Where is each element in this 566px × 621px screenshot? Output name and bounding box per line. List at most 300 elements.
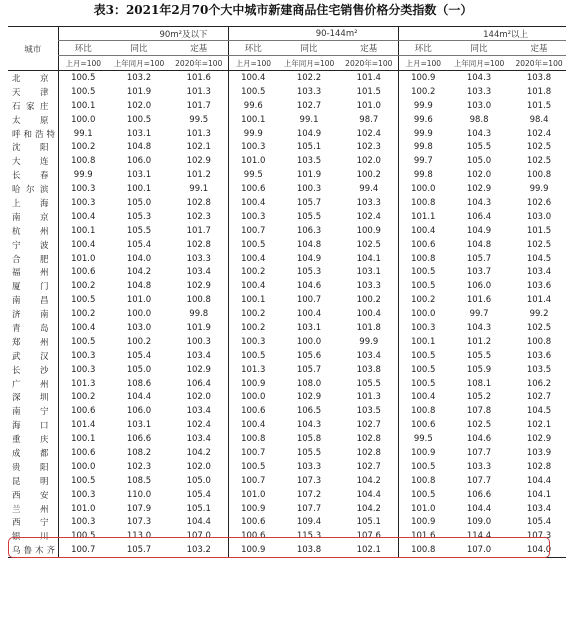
value-cell: 101.7 bbox=[186, 100, 211, 111]
city-cell: 郑州 bbox=[12, 337, 52, 348]
value-cell: 101.0 bbox=[58, 502, 108, 516]
value-cell: 103.8 bbox=[278, 543, 340, 557]
table-row bbox=[8, 293, 566, 307]
value-cell: 101.5 bbox=[526, 100, 552, 111]
value-cell: 114.4 bbox=[466, 531, 492, 542]
value-cell: 100.3 bbox=[58, 196, 108, 210]
value-cell: 107.3 bbox=[296, 475, 322, 486]
value-cell: 100.5 bbox=[398, 279, 448, 293]
table-body bbox=[8, 71, 566, 558]
value-cell: 100.2 bbox=[356, 170, 381, 181]
table-row bbox=[8, 418, 566, 432]
value-cell: 100.6 bbox=[398, 238, 448, 252]
value-cell: 105.1 bbox=[186, 503, 211, 514]
value-cell: 100.2 bbox=[398, 293, 448, 307]
city-cell: 银川 bbox=[12, 532, 52, 543]
base-cell: 上年同月=100 bbox=[108, 56, 170, 71]
value-cell: 100.1 bbox=[58, 432, 108, 446]
value-cell: 104.0 bbox=[510, 543, 566, 557]
value-cell: 100.8 bbox=[398, 404, 448, 418]
table-row bbox=[8, 335, 566, 349]
value-cell: 107.3 bbox=[126, 517, 152, 528]
value-cell: 103.8 bbox=[526, 72, 552, 83]
base-cell: 2020年=100 bbox=[510, 56, 566, 71]
value-cell: 103.0 bbox=[126, 322, 152, 333]
value-cell: 100.6 bbox=[228, 529, 278, 543]
table-title: 表3：2021年2月70个大中城市新建商品住宅销售价格分类指数（一） bbox=[93, 3, 473, 17]
city-cell: 南宁 bbox=[12, 407, 52, 418]
value-cell: 102.8 bbox=[526, 461, 552, 472]
value-cell: 103.0 bbox=[526, 211, 552, 222]
value-cell: 101.6 bbox=[398, 529, 448, 543]
value-cell: 103.1 bbox=[296, 322, 322, 333]
value-cell: 100.0 bbox=[296, 336, 322, 347]
base-cell: 上月=100 bbox=[228, 56, 278, 71]
value-cell: 105.5 bbox=[126, 225, 152, 236]
value-cell: 100.4 bbox=[228, 71, 278, 85]
city-cell: 福州 bbox=[12, 268, 52, 279]
value-cell: 100.8 bbox=[526, 170, 552, 181]
value-cell: 102.5 bbox=[526, 239, 552, 250]
table-row bbox=[8, 113, 566, 127]
value-cell: 100.1 bbox=[58, 99, 108, 113]
value-cell: 101.0 bbox=[228, 488, 278, 502]
value-cell: 104.3 bbox=[466, 128, 492, 139]
value-cell: 102.7 bbox=[296, 100, 322, 111]
value-cell: 102.5 bbox=[466, 420, 492, 431]
value-cell: 100.5 bbox=[58, 85, 108, 99]
value-cell: 100.4 bbox=[228, 196, 278, 210]
value-cell: 107.8 bbox=[466, 406, 492, 417]
value-cell: 102.9 bbox=[186, 156, 211, 167]
table-row bbox=[8, 474, 566, 488]
value-cell: 106.0 bbox=[126, 156, 152, 167]
value-cell: 101.3 bbox=[186, 128, 211, 139]
value-cell: 105.4 bbox=[126, 350, 152, 361]
value-cell: 107.2 bbox=[296, 489, 322, 500]
value-cell: 102.8 bbox=[356, 434, 381, 445]
value-cell: 106.4 bbox=[186, 378, 211, 389]
value-cell: 105.3 bbox=[296, 267, 322, 278]
value-cell: 104.4 bbox=[356, 489, 381, 500]
value-cell: 103.1 bbox=[126, 170, 152, 181]
table-header bbox=[8, 27, 566, 71]
value-cell: 103.8 bbox=[356, 364, 381, 375]
value-cell: 99.7 bbox=[398, 154, 448, 168]
table-row bbox=[8, 85, 566, 99]
value-cell: 102.9 bbox=[186, 364, 211, 375]
value-cell: 100.2 bbox=[58, 140, 108, 154]
value-cell: 104.9 bbox=[296, 128, 322, 139]
value-cell: 100.3 bbox=[58, 182, 108, 196]
value-cell: 104.3 bbox=[466, 197, 492, 208]
table-row bbox=[8, 196, 566, 210]
value-cell: 100.4 bbox=[58, 321, 108, 335]
value-cell: 100.7 bbox=[228, 446, 278, 460]
value-cell: 104.1 bbox=[356, 253, 381, 264]
value-cell: 102.2 bbox=[296, 72, 322, 83]
value-cell: 100.7 bbox=[58, 543, 108, 557]
value-cell: 100.4 bbox=[58, 210, 108, 224]
value-cell: 99.6 bbox=[228, 99, 278, 113]
table-row bbox=[8, 307, 566, 321]
value-cell: 100.2 bbox=[356, 295, 381, 306]
value-cell: 104.2 bbox=[126, 267, 152, 278]
value-cell: 103.5 bbox=[356, 406, 381, 417]
value-cell: 100.2 bbox=[126, 336, 152, 347]
value-cell: 102.9 bbox=[466, 184, 492, 195]
value-cell: 105.0 bbox=[186, 475, 211, 486]
value-cell: 100.6 bbox=[58, 265, 108, 279]
value-cell: 102.4 bbox=[356, 128, 381, 139]
value-cell: 102.7 bbox=[356, 420, 381, 431]
value-cell: 101.6 bbox=[466, 295, 492, 306]
value-cell: 100.5 bbox=[58, 71, 108, 85]
value-cell: 100.2 bbox=[228, 307, 278, 321]
city-cell: 深圳 bbox=[12, 393, 52, 404]
value-cell: 100.8 bbox=[526, 336, 552, 347]
table-row bbox=[8, 265, 566, 279]
value-cell: 100.8 bbox=[228, 432, 278, 446]
value-cell: 100.2 bbox=[228, 321, 278, 335]
value-cell: 106.2 bbox=[526, 378, 552, 389]
value-cell: 99.7 bbox=[469, 309, 489, 320]
value-cell: 101.4 bbox=[526, 295, 552, 306]
value-cell: 100.8 bbox=[398, 252, 448, 266]
value-cell: 99.1 bbox=[189, 184, 209, 195]
value-cell: 100.6 bbox=[398, 418, 448, 432]
value-cell: 99.9 bbox=[359, 336, 379, 347]
value-cell: 99.1 bbox=[58, 127, 108, 141]
value-cell: 101.3 bbox=[58, 377, 108, 391]
value-cell: 100.5 bbox=[398, 349, 448, 363]
value-cell: 105.5 bbox=[466, 350, 492, 361]
value-cell: 100.1 bbox=[228, 113, 278, 127]
value-cell: 101.7 bbox=[186, 225, 211, 236]
value-cell: 100.5 bbox=[228, 238, 278, 252]
value-cell: 100.8 bbox=[398, 196, 448, 210]
value-cell: 106.6 bbox=[466, 489, 492, 500]
table-row bbox=[8, 404, 566, 418]
value-cell: 106.5 bbox=[296, 406, 322, 417]
value-cell: 100.9 bbox=[228, 377, 278, 391]
city-cell: 济南 bbox=[12, 310, 52, 321]
value-cell: 100.7 bbox=[296, 295, 322, 306]
value-cell: 103.3 bbox=[296, 86, 322, 97]
base-cell: 2020年=100 bbox=[170, 56, 228, 71]
value-cell: 100.5 bbox=[228, 349, 278, 363]
table-row bbox=[8, 224, 566, 238]
value-cell: 100.3 bbox=[398, 321, 448, 335]
city-cell: 宁波 bbox=[12, 240, 52, 251]
value-cell: 105.4 bbox=[526, 517, 552, 528]
value-cell: 102.4 bbox=[526, 128, 552, 139]
table-row bbox=[8, 71, 566, 85]
value-cell: 101.0 bbox=[398, 502, 448, 516]
value-cell: 102.0 bbox=[126, 100, 152, 111]
table-row bbox=[8, 543, 566, 557]
value-cell: 102.8 bbox=[186, 197, 211, 208]
value-cell: 104.3 bbox=[296, 420, 322, 431]
value-cell: 105.3 bbox=[126, 211, 152, 222]
value-cell: 104.8 bbox=[126, 142, 152, 153]
city-cell: 西宁 bbox=[12, 518, 52, 529]
value-cell: 99.1 bbox=[299, 114, 319, 125]
value-cell: 101.1 bbox=[398, 210, 448, 224]
value-cell: 105.8 bbox=[296, 434, 322, 445]
base-cell: 上年同月=100 bbox=[448, 56, 510, 71]
value-cell: 103.4 bbox=[356, 350, 381, 361]
subheader-cell: 环比 bbox=[228, 41, 278, 56]
value-cell: 104.3 bbox=[466, 322, 492, 333]
value-cell: 100.4 bbox=[296, 309, 322, 320]
table-row bbox=[8, 460, 566, 474]
value-cell: 100.3 bbox=[228, 210, 278, 224]
value-cell: 103.7 bbox=[466, 267, 492, 278]
value-cell: 102.3 bbox=[356, 142, 381, 153]
value-cell: 105.1 bbox=[296, 142, 322, 153]
city-cell: 青岛 bbox=[12, 323, 52, 334]
group-header-90-144: 90-144m² bbox=[228, 27, 398, 41]
value-cell: 98.8 bbox=[469, 114, 489, 125]
value-cell: 103.6 bbox=[526, 350, 552, 361]
value-cell: 100.5 bbox=[228, 460, 278, 474]
value-cell: 110.0 bbox=[126, 489, 152, 500]
value-cell: 106.0 bbox=[466, 281, 492, 292]
value-cell: 105.7 bbox=[466, 253, 492, 264]
city-cell: 昆明 bbox=[12, 476, 52, 487]
city-cell: 重庆 bbox=[12, 435, 52, 446]
value-cell: 102.9 bbox=[296, 392, 322, 403]
value-cell: 100.6 bbox=[228, 516, 278, 530]
city-cell: 石家庄 bbox=[12, 101, 52, 112]
value-cell: 108.2 bbox=[126, 447, 152, 458]
table-row bbox=[8, 432, 566, 446]
table-row bbox=[8, 238, 566, 252]
value-cell: 100.0 bbox=[228, 390, 278, 404]
table-row bbox=[8, 529, 566, 543]
value-cell: 104.2 bbox=[186, 447, 211, 458]
base-cell: 上月=100 bbox=[398, 56, 448, 71]
value-cell: 101.3 bbox=[356, 392, 381, 403]
value-cell: 102.4 bbox=[186, 420, 211, 431]
value-cell: 105.7 bbox=[108, 543, 170, 557]
value-cell: 100.0 bbox=[126, 309, 152, 320]
value-cell: 100.3 bbox=[58, 363, 108, 377]
value-cell: 100.6 bbox=[228, 404, 278, 418]
value-cell: 102.9 bbox=[526, 434, 552, 445]
value-cell: 103.5 bbox=[296, 156, 322, 167]
value-cell: 99.5 bbox=[189, 114, 209, 125]
city-cell: 西安 bbox=[12, 490, 52, 501]
value-cell: 103.1 bbox=[356, 267, 381, 278]
value-cell: 102.6 bbox=[526, 197, 552, 208]
value-cell: 105.7 bbox=[296, 197, 322, 208]
city-cell: 呼和浩特 bbox=[12, 129, 58, 140]
value-cell: 104.5 bbox=[526, 253, 552, 264]
table-row bbox=[8, 127, 566, 141]
value-cell: 103.3 bbox=[296, 461, 322, 472]
value-cell: 98.7 bbox=[359, 114, 379, 125]
value-cell: 99.9 bbox=[529, 184, 549, 195]
value-cell: 100.9 bbox=[228, 543, 278, 557]
value-cell: 100.3 bbox=[58, 516, 108, 530]
value-cell: 103.5 bbox=[526, 364, 552, 375]
value-cell: 106.6 bbox=[126, 434, 152, 445]
value-cell: 109.4 bbox=[296, 517, 322, 528]
value-cell: 100.4 bbox=[356, 309, 381, 320]
subheader-row bbox=[8, 41, 566, 56]
value-cell: 99.9 bbox=[58, 168, 108, 182]
value-cell: 100.8 bbox=[58, 154, 108, 168]
value-cell: 103.0 bbox=[466, 100, 492, 111]
value-cell: 103.1 bbox=[126, 420, 152, 431]
value-cell: 102.0 bbox=[466, 170, 492, 181]
base-row bbox=[8, 56, 566, 71]
value-cell: 102.1 bbox=[526, 420, 552, 431]
value-cell: 101.9 bbox=[186, 322, 211, 333]
value-cell: 100.0 bbox=[58, 460, 108, 474]
value-cell: 105.5 bbox=[296, 447, 322, 458]
value-cell: 100.5 bbox=[58, 529, 108, 543]
value-cell: 100.1 bbox=[228, 293, 278, 307]
value-cell: 104.2 bbox=[356, 503, 381, 514]
value-cell: 100.8 bbox=[398, 474, 448, 488]
value-cell: 100.2 bbox=[58, 279, 108, 293]
value-cell: 100.4 bbox=[228, 279, 278, 293]
table-row bbox=[8, 446, 566, 460]
value-cell: 100.0 bbox=[398, 182, 448, 196]
table-row bbox=[8, 349, 566, 363]
value-cell: 106.3 bbox=[296, 225, 322, 236]
base-cell: 上年同月=100 bbox=[278, 56, 340, 71]
city-cell: 成都 bbox=[12, 448, 52, 459]
value-cell: 100.2 bbox=[228, 265, 278, 279]
value-cell: 100.1 bbox=[126, 184, 152, 195]
value-cell: 100.9 bbox=[398, 446, 448, 460]
value-cell: 102.0 bbox=[186, 392, 211, 403]
city-cell: 广州 bbox=[12, 379, 52, 390]
value-cell: 99.4 bbox=[359, 184, 379, 195]
value-cell: 104.8 bbox=[126, 281, 152, 292]
value-cell: 107.7 bbox=[296, 503, 322, 514]
base-cell: 上月=100 bbox=[58, 56, 108, 71]
value-cell: 108.6 bbox=[126, 378, 152, 389]
value-cell: 107.0 bbox=[186, 531, 211, 542]
value-cell: 101.4 bbox=[356, 72, 381, 83]
value-cell: 101.3 bbox=[186, 86, 211, 97]
value-cell: 100.7 bbox=[228, 224, 278, 238]
value-cell: 101.9 bbox=[126, 86, 152, 97]
value-cell: 100.3 bbox=[58, 488, 108, 502]
value-cell: 100.6 bbox=[58, 404, 108, 418]
value-cell: 104.8 bbox=[296, 239, 322, 250]
value-cell: 101.2 bbox=[466, 336, 492, 347]
value-cell: 101.0 bbox=[126, 295, 152, 306]
value-cell: 102.7 bbox=[526, 392, 552, 403]
value-cell: 101.0 bbox=[356, 100, 381, 111]
table-row bbox=[8, 377, 566, 391]
subheader-cell: 同比 bbox=[108, 41, 170, 56]
base-cell: 2020年=100 bbox=[340, 56, 398, 71]
value-cell: 98.4 bbox=[529, 114, 549, 125]
city-cell: 南京 bbox=[12, 212, 52, 223]
value-cell: 108.5 bbox=[126, 475, 152, 486]
value-cell: 101.8 bbox=[526, 86, 552, 97]
value-cell: 103.4 bbox=[186, 350, 211, 361]
value-cell: 104.9 bbox=[296, 253, 322, 264]
value-cell: 102.9 bbox=[186, 281, 211, 292]
price-index-table bbox=[8, 26, 566, 558]
city-cell: 天津 bbox=[12, 87, 52, 98]
value-cell: 102.3 bbox=[126, 461, 152, 472]
value-cell: 100.3 bbox=[228, 335, 278, 349]
table-row bbox=[8, 488, 566, 502]
group-header-90-below: 90m²及以下 bbox=[58, 27, 228, 41]
value-cell: 103.2 bbox=[170, 543, 228, 557]
value-cell: 103.2 bbox=[126, 72, 152, 83]
value-cell: 102.8 bbox=[356, 447, 381, 458]
value-cell: 103.4 bbox=[186, 267, 211, 278]
value-cell: 108.0 bbox=[296, 378, 322, 389]
value-cell: 104.6 bbox=[466, 434, 492, 445]
value-cell: 103.4 bbox=[526, 503, 552, 514]
value-cell: 100.4 bbox=[398, 390, 448, 404]
value-cell: 100.7 bbox=[228, 474, 278, 488]
value-cell: 104.3 bbox=[466, 72, 492, 83]
table-row bbox=[8, 363, 566, 377]
value-cell: 100.6 bbox=[58, 446, 108, 460]
value-cell: 100.3 bbox=[58, 349, 108, 363]
value-cell: 102.5 bbox=[526, 322, 552, 333]
value-cell: 107.3 bbox=[526, 531, 552, 542]
value-cell: 103.6 bbox=[526, 281, 552, 292]
value-cell: 104.0 bbox=[126, 253, 152, 264]
table-row bbox=[8, 154, 566, 168]
value-cell: 100.2 bbox=[58, 390, 108, 404]
value-cell: 104.6 bbox=[296, 281, 322, 292]
subheader-cell: 环比 bbox=[58, 41, 108, 56]
value-cell: 101.8 bbox=[356, 322, 381, 333]
city-cell: 太原 bbox=[12, 115, 52, 126]
city-cell: 长沙 bbox=[12, 365, 52, 376]
subheader-cell: 定基 bbox=[170, 41, 228, 56]
value-cell: 105.5 bbox=[296, 211, 322, 222]
table-row bbox=[8, 390, 566, 404]
table-row bbox=[8, 279, 566, 293]
value-cell: 107.9 bbox=[126, 503, 152, 514]
value-cell: 99.5 bbox=[398, 432, 448, 446]
subheader-cell: 同比 bbox=[278, 41, 340, 56]
city-column-header: 城市 bbox=[8, 27, 58, 71]
city-cell: 兰州 bbox=[12, 504, 52, 515]
value-cell: 104.9 bbox=[466, 225, 492, 236]
value-cell: 102.3 bbox=[186, 211, 211, 222]
value-cell: 103.9 bbox=[526, 447, 552, 458]
value-cell: 100.5 bbox=[398, 377, 448, 391]
value-cell: 100.6 bbox=[228, 182, 278, 196]
value-cell: 100.5 bbox=[398, 265, 448, 279]
value-cell: 100.2 bbox=[58, 307, 108, 321]
value-cell: 105.2 bbox=[466, 392, 492, 403]
value-cell: 103.4 bbox=[186, 406, 211, 417]
value-cell: 105.9 bbox=[466, 364, 492, 375]
value-cell: 100.1 bbox=[58, 224, 108, 238]
value-cell: 100.8 bbox=[398, 543, 448, 557]
value-cell: 103.3 bbox=[356, 197, 381, 208]
value-cell: 101.6 bbox=[186, 72, 211, 83]
value-cell: 102.0 bbox=[356, 156, 381, 167]
